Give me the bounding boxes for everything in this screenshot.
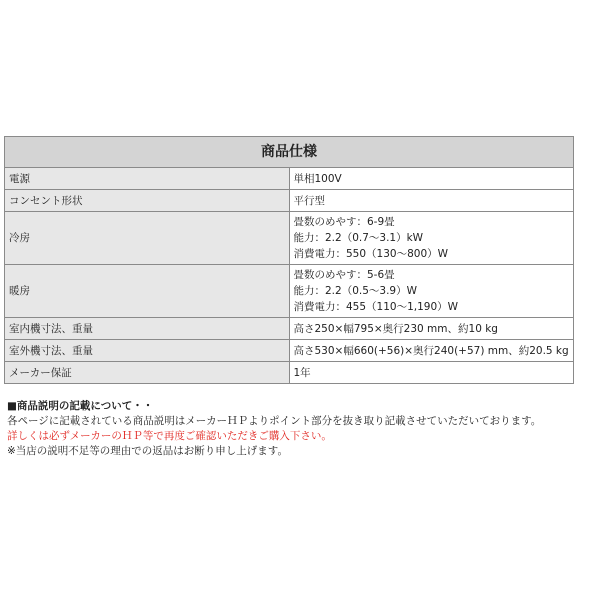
spec-table <box>4 136 574 384</box>
spec-row-outdoor-unit <box>5 340 574 362</box>
spec-value <box>289 318 574 340</box>
spec-value <box>289 212 574 265</box>
spec-row-indoor-unit <box>5 318 574 340</box>
spec-value-line: 能力：2.2（0.5〜3.9）W <box>293 285 417 297</box>
spec-value-line: 消費電力：455（110〜1,190）W <box>293 301 459 313</box>
spec-label: 電源 <box>5 168 290 190</box>
spec-value <box>289 190 574 212</box>
spec-value <box>289 362 574 384</box>
spec-value-line: 畳数のめやす：5-6畳 <box>293 269 395 281</box>
notes-line-confirm: 詳しくは必ずメーカーのＨＰ等で再度ご確認いただきご購入下さい。 <box>7 430 332 442</box>
spec-row-outlet <box>5 190 574 212</box>
notes-heading: ■商品説明の記載について・・ <box>7 400 154 412</box>
spec-value-line: 1年 <box>293 366 311 379</box>
spec-row-heating <box>5 265 574 318</box>
spec-title: 商品仕様 <box>5 137 574 168</box>
spec-value <box>289 168 574 190</box>
spec-label: コンセント形状 <box>5 190 290 212</box>
spec-row-power <box>5 168 574 190</box>
spec-value <box>289 265 574 318</box>
spec-value-line: 能力：2.2（0.7〜3.1）kW <box>293 232 424 244</box>
description-notes <box>7 399 597 459</box>
notes-line-source: 各ページに記載されている商品説明はメーカーＨＰよりポイント部分を抜き取り記載させていただいております。 <box>7 415 542 427</box>
spec-value <box>289 340 574 362</box>
spec-value-line: 畳数のめやす：6-9畳 <box>293 216 395 228</box>
spec-value-line: 消費電力：550（130〜800）W <box>293 248 449 260</box>
spec-label: 冷房 <box>5 212 290 265</box>
spec-row-warranty <box>5 362 574 384</box>
spec-label: 室外機寸法、重量 <box>5 340 290 362</box>
spec-value-line: 平行型 <box>293 194 325 207</box>
spec-label: メーカー保証 <box>5 362 290 384</box>
notes-line-returns: ※当店の説明不足等の理由での返品はお断り申し上げます。 <box>7 445 288 457</box>
spec-label: 暖房 <box>5 265 290 318</box>
spec-row-cooling <box>5 212 574 265</box>
spec-value-line: 高さ530×幅660(+56)×奥行240(+57) mm、約20.5 kg <box>293 344 569 357</box>
spec-label: 室内機寸法、重量 <box>5 318 290 340</box>
spec-value-line: 単相100V <box>293 172 342 185</box>
spec-value-line: 高さ250×幅795×奥行230 mm、約10 kg <box>293 322 498 335</box>
